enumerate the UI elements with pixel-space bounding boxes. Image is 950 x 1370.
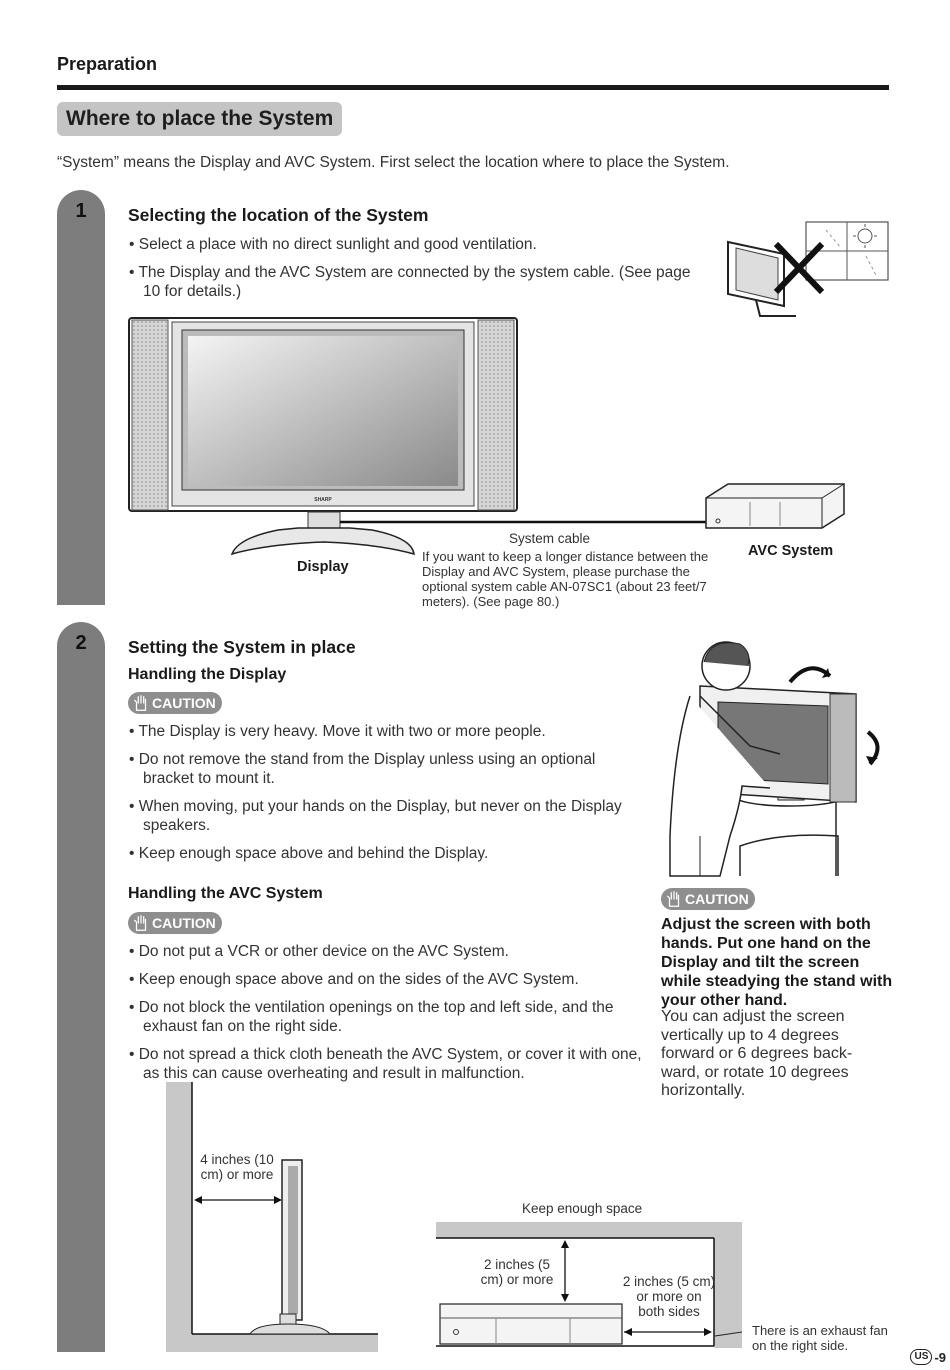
hand-icon [665,890,683,908]
adjust-display-illustration [660,636,890,878]
caution-label: CAUTION [152,695,216,711]
adjust-instruction: Adjust the screen with both hands. Put one hand on the Display and tilt the screen while steadying the stand with your other hand. [661,916,893,1009]
step-1-heading: Selecting the location of the System [128,205,429,225]
avc-bullet: • Do not put a VCR or other device on the AVC System. [129,942,653,961]
above-clearance-label: 2 inches (5 cm) or more [480,1257,554,1287]
no-sunlight-illustration [726,220,892,320]
avc-handling-heading: Handling the AVC System [128,885,323,902]
wall-clearance-illustration [166,1082,378,1352]
display-label: Display [297,559,349,575]
caution-label: CAUTION [152,915,216,931]
side-clearance-label: 2 inches (5 cm) or more on both sides [622,1274,716,1319]
display-handling-heading: Handling the Display [128,666,287,683]
keep-space-label: Keep enough space [522,1201,643,1216]
page-number [910,1349,946,1365]
cable-label: System cable [509,531,591,546]
step-2-heading: Setting the System in place [128,637,356,657]
intro-text: “System” means the Display and AVC System. First select the location where to place the System. [57,154,730,171]
page-number-text: -9 [934,1349,946,1365]
step-1-bar [57,190,105,605]
caution-badge [661,888,755,910]
section-label: Preparation [57,54,158,74]
page-title: Where to place the System [57,102,342,136]
step-1-number: 1 [75,200,87,222]
display-bullet: • Keep enough space above and behind the Display. [129,844,643,863]
caution-label: CAUTION [685,891,749,907]
cable-note: If you want to keep a longer distance between the Display and AVC System, please purchase the optional system cable AN-07SC1 (about 23 feet/7 meters). (See page 80.) [422,549,709,609]
display-brand: SHARP [314,497,332,503]
region-badge: US [910,1349,932,1365]
display-bullet: • The Display is very heavy. Move it with two or more people. [129,722,643,741]
caution-badge [128,692,222,714]
avc-label: AVC System [748,543,834,559]
adjust-detail: You can adjust the screen vertically up to 4 degrees forward or 6 degrees back-ward, or rotate 10 degrees horizontally. [661,1008,853,1099]
header-rule [57,85,889,90]
step-1-bullet: • Select a place with no direct sunlight and good ventilation. [129,235,703,254]
display-connection-illustration [128,316,848,561]
caution-badge [128,912,222,934]
avc-bullet: • Keep enough space above and on the sides of the AVC System. [129,970,653,989]
display-bullet: • When moving, put your hands on the Display, but never on the Display speakers. [129,797,643,835]
behind-clearance-label: 4 inches (10 cm) or more [200,1152,274,1182]
avc-bullet: • Do not spread a thick cloth beneath the AVC System, or cover it with one, as this can cause overheating and result in malfunction. [129,1045,653,1083]
avc-bullet: • Do not block the ventilation openings on the top and left side, and the exhaust fan on the right side. [129,998,633,1036]
exhaust-fan-note: There is an exhaust fan on the right side. [752,1323,888,1353]
hand-icon [132,914,150,932]
display-bullet: • Do not remove the stand from the Display unless using an optional bracket to mount it. [129,750,643,788]
step-2-number: 2 [75,632,87,654]
step-2-bar [57,622,105,1352]
step-1-bullet: • The Display and the AVC System are connected by the system cable. (See page 10 for details.) [129,263,703,301]
hand-icon [132,694,150,712]
